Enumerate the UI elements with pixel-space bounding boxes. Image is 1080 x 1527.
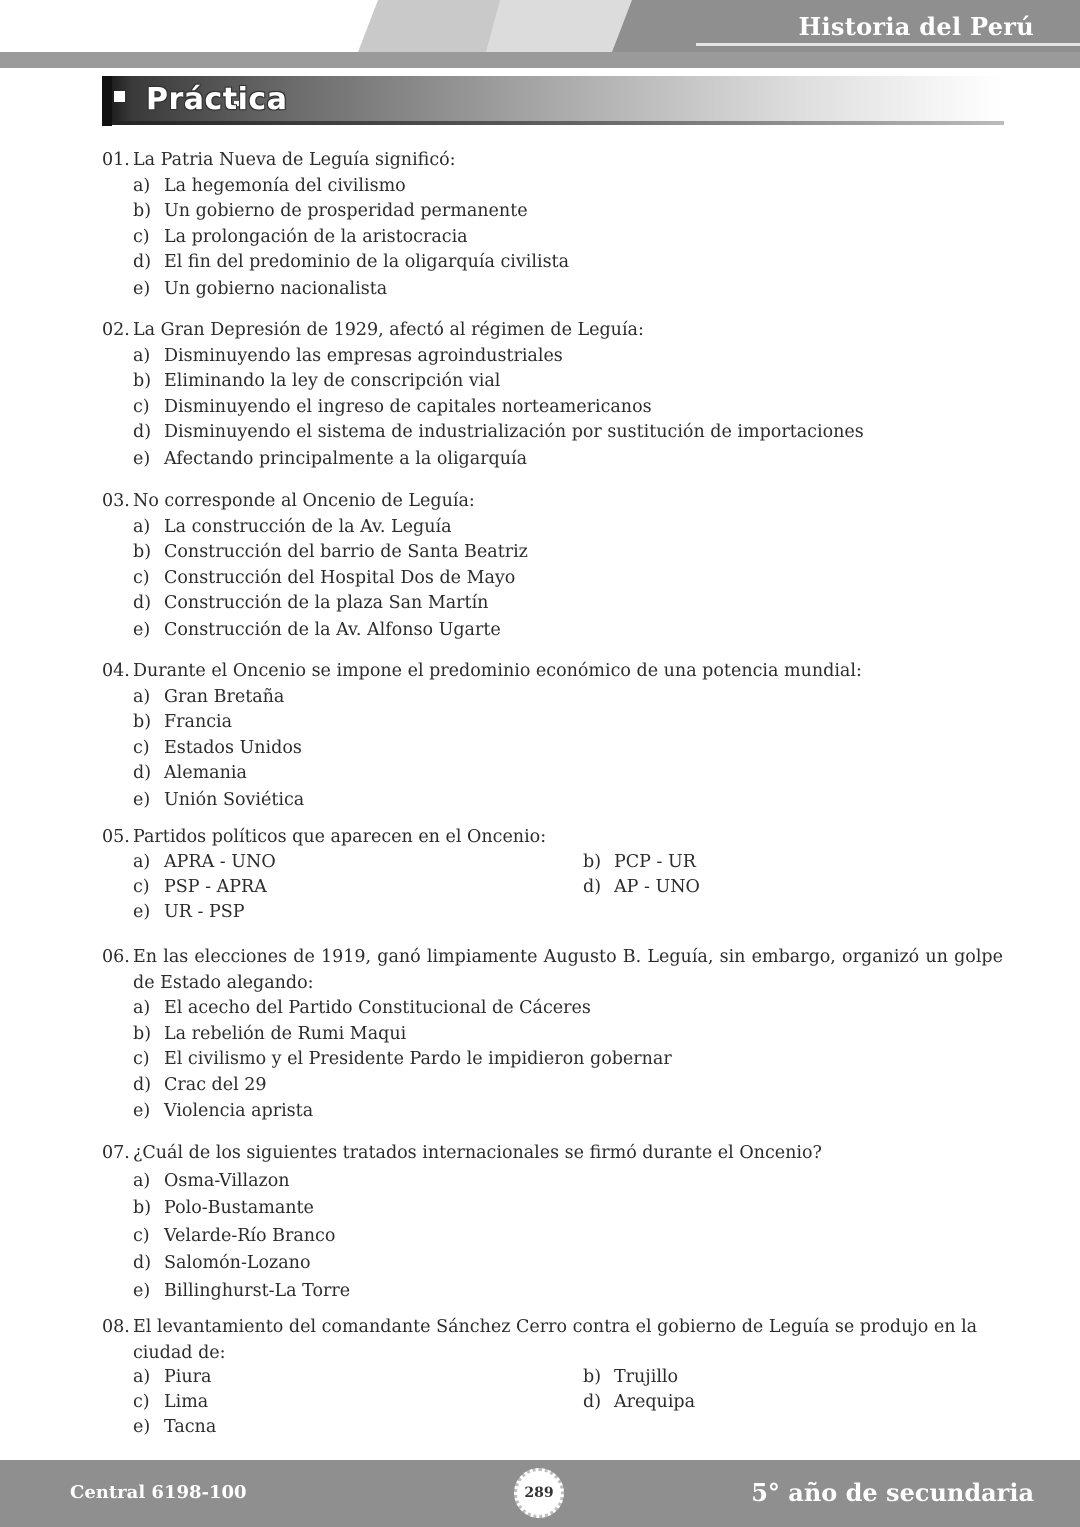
option-letter: b) (133, 371, 152, 391)
header-band (0, 52, 1080, 68)
option-letter: a) (133, 1367, 151, 1387)
options-row (102, 1365, 1003, 1390)
option-text: Estados Unidos (164, 737, 302, 758)
option-text: Disminuyendo las empresas agroindustriales (164, 345, 563, 366)
option-a (102, 174, 1003, 200)
option-text: Velarde-Río Branco (164, 1225, 336, 1246)
option-letter: b) (133, 542, 152, 562)
option-e (102, 788, 1003, 814)
option-text: Salomón-Lozano (164, 1253, 311, 1273)
question-text: ¿Cuál de los siguientes tratados internacionales se firmó durante el Oncenio? (133, 1143, 822, 1163)
option-text: La prolongación de la aristocracia (164, 226, 468, 247)
option-letter: d) (583, 1392, 602, 1412)
options-row (102, 850, 1003, 875)
option-letter: e) (133, 448, 151, 469)
question-number: 06. (102, 947, 130, 967)
option-letter: d) (133, 1074, 152, 1095)
option-text: Osma-Villazon (164, 1170, 290, 1191)
option-d (102, 591, 1003, 617)
option-text: Construcción de la Av. Alfonso Ugarte (164, 619, 501, 640)
question-number: 02. (102, 320, 130, 340)
question-number: 01. (102, 150, 130, 170)
option-e (102, 618, 1003, 644)
question-07 (102, 1141, 1003, 1306)
book-title: Historia del Perú (798, 12, 1034, 41)
option-c (102, 395, 1003, 421)
option-letter: c) (133, 1049, 150, 1069)
banner-underline (102, 121, 1004, 125)
option-letter: e) (133, 1417, 151, 1437)
question-text: La Patria Nueva de Leguía significó: (133, 150, 456, 170)
option-e (102, 277, 1003, 303)
option-letter: e) (133, 1280, 151, 1301)
options-row (102, 1415, 1003, 1440)
question-05 (102, 825, 1003, 925)
option-text: La rebelión de Rumi Maqui (164, 1023, 407, 1044)
option-text: PSP - APRA (164, 876, 267, 897)
option-c (102, 736, 1003, 762)
option-letter: c) (133, 567, 150, 588)
option-text: La construcción de la Av. Leguía (164, 516, 452, 537)
question-text: La Gran Depresión de 1929, afectó al régimen de Leguía: (133, 320, 644, 340)
option-d (102, 250, 1003, 276)
option-d (102, 1251, 1003, 1279)
option-text: Trujillo (614, 1367, 679, 1387)
option-text: PCP - UR (614, 851, 696, 872)
option-letter: d) (133, 1253, 152, 1273)
banner-edge (102, 76, 112, 126)
option-letter: b) (133, 1023, 152, 1044)
option-e (102, 1099, 1003, 1125)
option-letter: a) (133, 175, 151, 196)
question-01 (102, 148, 1003, 302)
option-letter: a) (133, 345, 151, 366)
option-c (102, 1224, 1003, 1252)
option-text: Violencia aprista (164, 1101, 314, 1121)
option-c (102, 1047, 1003, 1073)
option-d (102, 420, 1003, 446)
option-letter: d) (133, 252, 152, 272)
option-text: El fin del predominio de la oligarquía civilista (164, 252, 570, 272)
option-letter: b) (133, 712, 152, 732)
option-letter: e) (133, 1101, 151, 1121)
option-text: Disminuyendo el sistema de industrialización por sustitución de importaciones (164, 422, 864, 442)
phone-number: Central 6198-100 (70, 1482, 247, 1503)
question-number: 08. (102, 1317, 130, 1337)
question-text: El levantamiento del comandante Sánchez Cerro contra el gobierno de Leguía se produjo en la ciudad de: (133, 1317, 978, 1363)
option-a (102, 344, 1003, 370)
option-text: Unión Soviética (164, 789, 305, 810)
option-c (102, 225, 1003, 251)
option-text: Polo-Bustamante (164, 1198, 314, 1218)
option-text: Arequipa (614, 1392, 696, 1412)
option-e (102, 447, 1003, 473)
option-letter: c) (133, 876, 150, 897)
option-letter: e) (133, 901, 151, 922)
option-letter: c) (133, 226, 150, 247)
option-text: Eliminando la ley de conscripción vial (164, 371, 501, 391)
option-letter: d) (133, 422, 152, 442)
option-c (102, 566, 1003, 592)
option-b (102, 1022, 1003, 1048)
grade-label: 5° año de secundaria (751, 1478, 1034, 1507)
option-text: AP - UNO (614, 876, 700, 897)
question-text: En las elecciones de 1919, ganó limpiamente Augusto B. Leguía, sin embargo, organizó un golpe de Estado alegando: (133, 947, 1003, 993)
question-text: No corresponde al Oncenio de Leguía: (133, 491, 475, 511)
option-letter: b) (583, 1367, 602, 1387)
option-text: Billinghurst-La Torre (164, 1280, 351, 1301)
option-d (102, 761, 1003, 787)
option-letter: a) (133, 1170, 151, 1191)
option-text: Lima (164, 1392, 209, 1412)
option-b (102, 540, 1003, 566)
option-b (102, 199, 1003, 225)
option-text: Gran Bretaña (164, 686, 285, 707)
option-b (102, 369, 1003, 395)
question-number: 03. (102, 491, 130, 511)
option-letter: c) (133, 396, 150, 417)
question-06 (102, 945, 1003, 1125)
question-03 (102, 489, 1003, 643)
options-row (102, 900, 1003, 925)
question-02 (102, 318, 1003, 472)
option-text: Francia (164, 712, 233, 732)
option-text: Construcción de la plaza San Martín (164, 593, 489, 613)
option-letter: b) (583, 851, 602, 872)
option-b (102, 1196, 1003, 1224)
page-footer (0, 1460, 1080, 1527)
options-row (102, 1390, 1003, 1415)
question-number: 04. (102, 661, 130, 681)
question-08 (102, 1315, 1003, 1440)
question-text: Partidos políticos que aparecen en el Oncenio: (133, 827, 547, 847)
question-04 (102, 659, 1003, 813)
option-text: Disminuyendo el ingreso de capitales norteamericanos (164, 396, 652, 417)
question-text: Durante el Oncenio se impone el predominio económico de una potencia mundial: (133, 661, 862, 681)
question-number: 05. (102, 827, 130, 847)
option-a (102, 515, 1003, 541)
option-text: APRA - UNO (164, 851, 276, 872)
option-text: Piura (164, 1367, 212, 1387)
option-a (102, 996, 1003, 1022)
option-e (102, 1279, 1003, 1307)
option-letter: d) (133, 593, 152, 613)
option-letter: b) (133, 1198, 152, 1218)
option-letter: e) (133, 278, 151, 299)
option-text: El acecho del Partido Constitucional de Cáceres (164, 998, 591, 1018)
option-letter: a) (133, 851, 151, 872)
section-title: Práctica (146, 82, 288, 117)
option-text: El civilismo y el Presidente Pardo le impidieron gobernar (164, 1049, 672, 1069)
option-text: Crac del 29 (164, 1074, 267, 1095)
page-header (0, 0, 1080, 68)
question-number: 07. (102, 1143, 130, 1163)
square-icon (114, 91, 125, 102)
option-letter: a) (133, 686, 151, 707)
option-letter: c) (133, 1225, 150, 1246)
option-text: Construcción del barrio de Santa Beatriz (164, 542, 528, 562)
option-b (102, 710, 1003, 736)
option-letter: c) (133, 1392, 150, 1412)
option-letter: d) (583, 876, 602, 897)
option-d (102, 1073, 1003, 1099)
option-text: La hegemonía del civilismo (164, 175, 406, 196)
option-a (102, 1169, 1003, 1197)
option-text: Afectando principalmente a la oligarquía (164, 448, 528, 469)
page-number: 289 (514, 1468, 564, 1518)
option-text: UR - PSP (164, 901, 245, 922)
header-rule (696, 43, 1080, 46)
option-letter: a) (133, 998, 151, 1018)
option-text: Un gobierno de prosperidad permanente (164, 201, 528, 221)
option-a (102, 685, 1003, 711)
option-letter: b) (133, 201, 152, 221)
option-letter: e) (133, 789, 151, 810)
option-text: Un gobierno nacionalista (164, 278, 388, 299)
section-banner (102, 76, 1004, 126)
option-text: Tacna (164, 1417, 217, 1437)
option-text: Alemania (164, 763, 247, 783)
option-letter: c) (133, 737, 150, 758)
option-letter: a) (133, 516, 151, 537)
option-text: Construcción del Hospital Dos de Mayo (164, 567, 516, 588)
option-letter: d) (133, 763, 152, 783)
option-letter: e) (133, 619, 151, 640)
options-row (102, 875, 1003, 900)
